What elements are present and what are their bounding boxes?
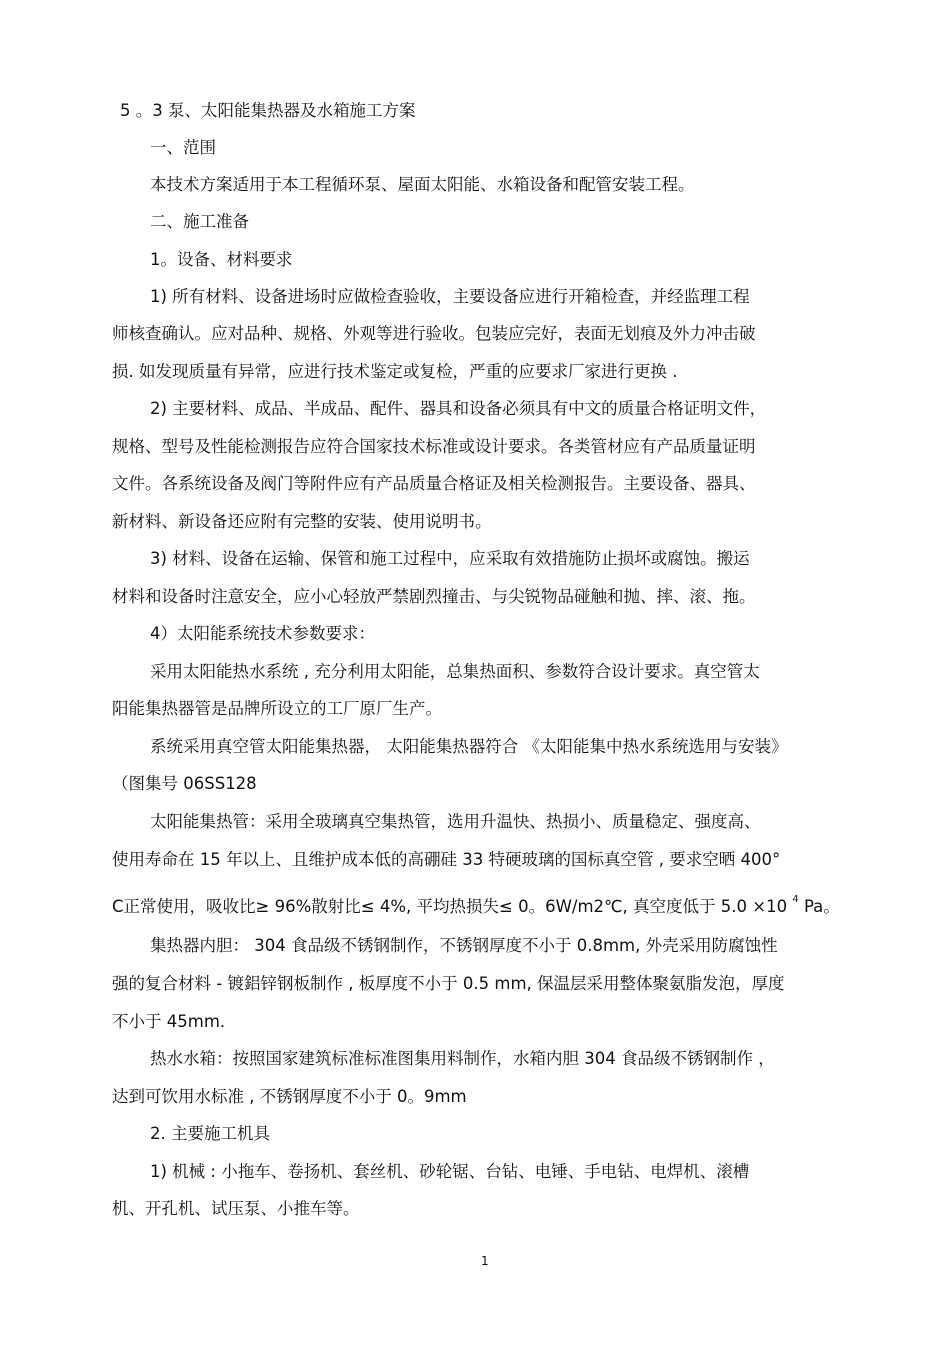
solar-params-title: 4）太阳能系统技术参数要求： [150,624,375,643]
paragraph-5-line-1: 采用太阳能热水系统 , 充分利用太阳能，总集热面积、参数符合设计要求。真空管太 [150,662,760,681]
paragraph-6-line-1: 系统采用真空管太阳能集热器， 太阳能集热器符合 《太阳能集中热水系统选用与安装》 [150,737,788,756]
machinery-line-2: 机、开孔机、试压泵、小推车等。 [112,1199,360,1218]
scope-title: 一、范围 [150,138,216,157]
paragraph-5-line-2: 阳能集热器管是品牌所设立的工厂原厂生产。 [112,699,442,718]
exponent-superscript: 4 [792,894,799,905]
tools-title: 2. 主要施工机具 [150,1124,270,1143]
paragraph-8-line-1: 集热器内胆： 304 食品级不锈钢制作，不锈钢厚度不小于 0.8mm, 外壳采用防腐蚀性 [150,936,778,955]
paragraph-7-line-1: 太阳能集热管：采用全玻璃真空集热管，选用升温快、热损小、质量稳定、强度高、 [150,812,761,831]
materials-title: 1。设备、材料要求 [150,250,293,269]
paragraph-1-line-2: 师核查确认。应对品种、规格、外观等进行验收。包装应完好，表面无划痕及外力冲击破 [112,324,756,343]
page-number: 1 [481,1254,489,1268]
paragraph-2-line-4: 新材料、新设备还应附有完整的安装、使用说明书。 [112,512,492,531]
paragraph-3-line-2: 材料和设备时注意安全，应小心轻放严禁剧烈撞击、与尖锐物品碰触和抛、摔、滚、拖。 [112,587,756,606]
preparation-title: 二、施工准备 [150,212,249,231]
paragraph-7-line-3-text: C正常使用，吸收比≥ 96%散射比≤ 4%, 平均热损失≤ 0。6W/m2℃, 真空度低于 5.0 ×10 [112,897,793,916]
paragraph-9-line-2: 达到可饮用水标准 , 不锈钢厚度不小于 0。9mm [112,1087,467,1106]
paragraph-1-line-3: 损. 如发现质量有异常，应进行技术鉴定或复检，严重的应要求厂家进行更换 . [112,362,678,381]
paragraph-3-line-1: 3) 材料、设备在运输、保管和施工过程中，应采取有效措施防止损坏或腐蚀。搬运 [150,549,750,568]
paragraph-7-line-3-unit: Pa。 [798,897,840,916]
section-heading: 5 。3 泵、太阳能集热器及水箱施工方案 [120,101,416,120]
machinery-line-1: 1) 机械 : 小拖车、卷扬机、套丝机、砂轮锯、台钻、电锤、手电钻、电焊机、滚槽 [150,1162,750,1181]
paragraph-8-line-2: 强的复合材料 - 镀鋁锌钢板制作 , 板厚度不小于 0.5 mm, 保温层采用整体聚氨脂发泡，厚度 [112,974,785,993]
paragraph-6-line-2: （图集号 06SS128 [112,774,257,793]
paragraph-9-line-1: 热水水箱：按照国家建筑标准标准图集用料制作，水箱内胆 304 食品级不锈钢制作 ， [150,1049,775,1068]
scope-text: 本技术方案适用于本工程循环泵、屋面太阳能、水箱设备和配管安装工程。 [150,175,695,194]
paragraph-7-line-3 [112,896,840,921]
paragraph-1-line-1: 1) 所有材料、设备进场时应做检查验收，主要设备应进行开箱检查，并经监理工程 [150,287,750,306]
paragraph-2-line-3: 文件。各系统设备及阀门等附件应有产品质量合格证及相关检测报告。主要设备、器具、 [112,474,756,493]
paragraph-2-line-2: 规格、型号及性能检测报告应符合国家技术标准或设计要求。各类管材应有产品质量证明 [112,437,756,456]
paragraph-7-line-2: 使用寿命在 15 年以上、且维护成本低的高硼硅 33 特硬玻璃的国标真空管 , 要求空晒 400° [112,850,781,869]
paragraph-8-line-3: 不小于 45mm. [112,1012,226,1031]
paragraph-2-line-1: 2) 主要材料、成品、半成品、配件、器具和设备必须具有中文的质量合格证明文件， [150,399,767,418]
